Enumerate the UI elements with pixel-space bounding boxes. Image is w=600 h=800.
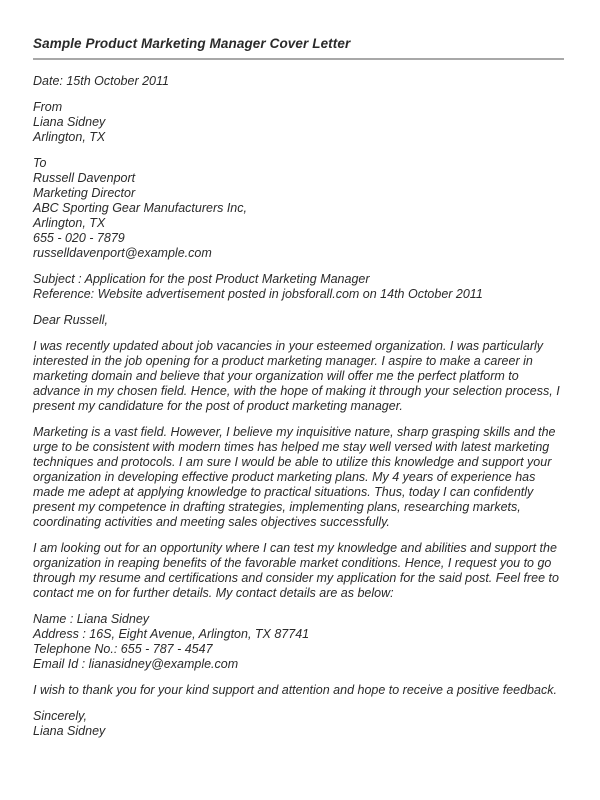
signoff-block [33, 709, 560, 739]
body-paragraph-2: Marketing is a vast field. However, I believe my inquisitive nature, sharp grasping skills and the urge to be consistent with modern times has helped me stay well versed with latest marketing techniques and protocols. I am sure I would be able to utilize this knowledge and support your organization in developing effective product marketing plans. My 4 years of experience has made me adept at applying knowledge to practical situations. Thus, today I can confidently present my competence in drafting strategies, implementing plans, researching markets, coordinating activities and meeting sales objectives successfully. [33, 425, 556, 529]
closing-line-block [33, 683, 560, 698]
from-sender-city: Arlington, TX [33, 130, 106, 144]
from-sender-name: Liana Sidney [33, 115, 106, 129]
subject-block [33, 272, 560, 302]
body-paragraph-3: I am looking out for an opportunity where I can test my knowledge and abilities and support the organization in reaping benefits of the favorable market conditions. Hence, I request you to go through my resume and certifications and consider my application for the said post. Feel free to contact me on for further details. My contact details are as below: [33, 541, 559, 600]
subject-line: Subject : Application for the post Product Marketing Manager [33, 272, 370, 286]
contact-address-line: Address : 16S, Eight Avenue, Arlington, TX 87741 [33, 627, 310, 641]
to-block [33, 156, 560, 261]
to-label: To [33, 156, 47, 170]
reference-line: Reference: Website advertisement posted in jobsforall.com on 14th October 2011 [33, 287, 483, 301]
to-recipient-city: Arlington, TX [33, 216, 106, 230]
page-title: Sample Product Marketing Manager Cover Letter [33, 36, 351, 51]
salutation [33, 313, 560, 328]
to-recipient-company: ABC Sporting Gear Manufacturers Inc, [33, 201, 247, 215]
to-recipient-email: russelldavenport@example.com [33, 246, 212, 260]
to-recipient-name: Russell Davenport [33, 171, 136, 185]
contact-name-line: Name : Liana Sidney [33, 612, 150, 626]
date-line [33, 74, 560, 89]
salutation-text: Dear Russell, [33, 313, 109, 327]
to-recipient-phone: 655 - 020 - 7879 [33, 231, 125, 245]
date-text: Date: 15th October 2011 [33, 74, 169, 88]
from-label: From [33, 100, 63, 114]
signoff-salutation: Sincerely, [33, 709, 87, 723]
from-block [33, 100, 560, 145]
contact-details-block [33, 612, 560, 672]
contact-email-line: Email Id : lianasidney@example.com [33, 657, 239, 671]
signoff-name: Liana Sidney [33, 724, 106, 738]
to-recipient-title: Marketing Director [33, 186, 136, 200]
body-paragraph-1: I was recently updated about job vacancies in your esteemed organization. I was particularly interested in the job opening for a product marketing manager. I aspire to make a career in marketing domain and believe that your organization will offer me the perfect platform to advance in my chosen field. Hence, with the hope of making it through your selection process, I present my candidature for the post of product marketing manager. [33, 339, 560, 413]
contact-telephone-line: Telephone No.: 655 - 787 - 4547 [33, 642, 213, 656]
title-divider [33, 58, 564, 60]
closing-line: I wish to thank you for your kind support and attention and hope to receive a positive feedback. [33, 683, 557, 697]
